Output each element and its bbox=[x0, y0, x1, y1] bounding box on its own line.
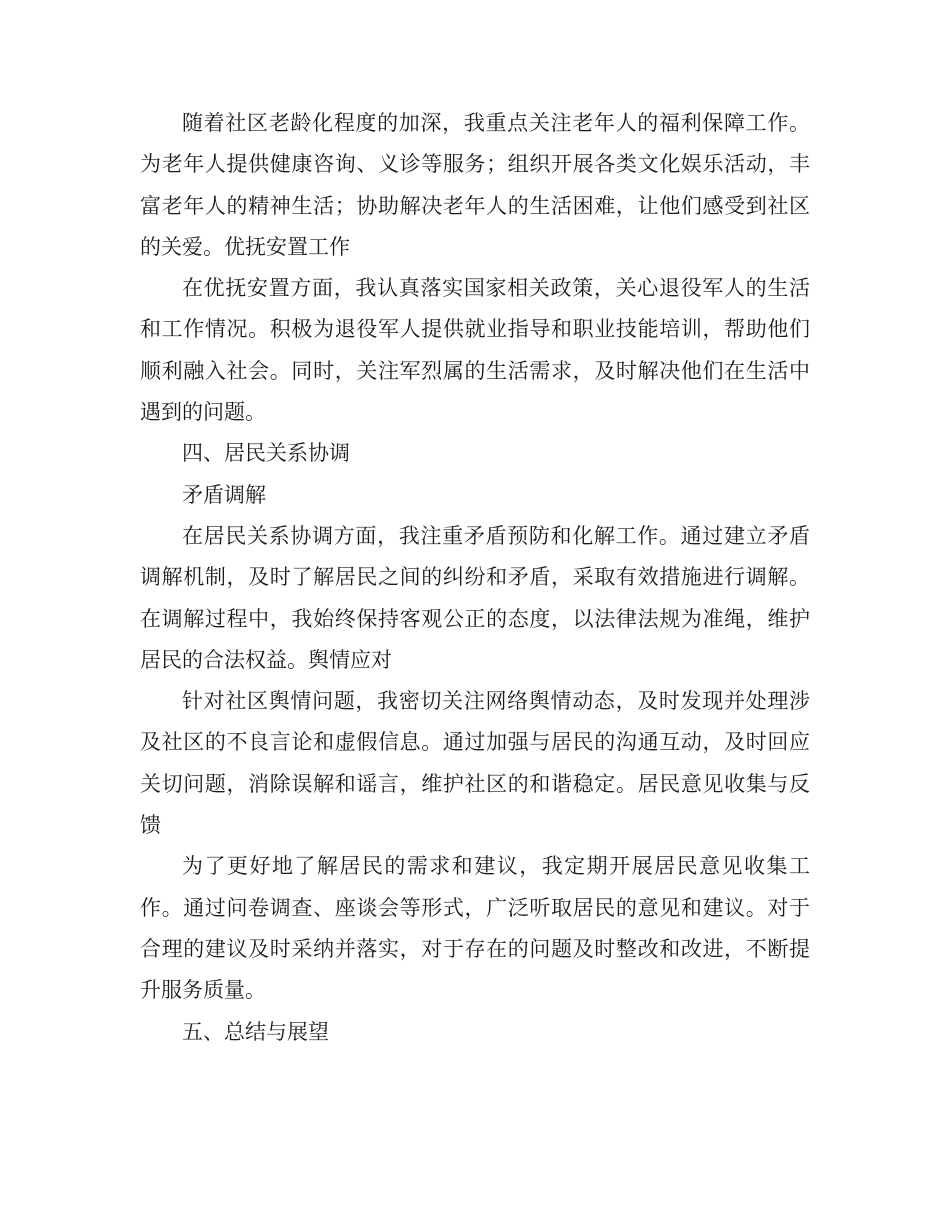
section-heading-resident-relations: 四、居民关系协调 bbox=[182, 441, 350, 466]
document-page bbox=[140, 0, 810, 1230]
paragraph-elderly-welfare: 随着社区老龄化程度的加深，我重点关注老年人的福利保障工作。为老年人提供健康咨询、义诊等服务；组织开展各类文化娱乐活动，丰富老年人的精神生活；协助解决老年人的生活困难，让他们感受到社区的关爱。优抚安置工作 bbox=[140, 111, 810, 259]
paragraph-public-opinion: 针对社区舆情问题，我密切关注网络舆情动态，及时发现并处理涉及社区的不良言论和虚假信息。通过加强与居民的沟通互动，及时回应关切问题，消除误解和谣言，维护社区的和谐稳定。居民意见收集与反馈 bbox=[140, 689, 810, 838]
subheading-conflict-mediation: 矛盾调解 bbox=[182, 482, 266, 507]
paragraph-resident-feedback: 为了更好地了解居民的需求和建议，我定期开展居民意见收集工作。通过问卷调查、座谈会等形式，广泛听取居民的意见和建议。对于合理的建议及时采纳并落实，对于存在的问题及时整改和改进，不断提升服务质量。 bbox=[140, 854, 810, 1003]
section-heading-summary: 五、总结与展望 bbox=[182, 1019, 329, 1044]
paragraph-veteran-resettlement: 在优抚安置方面，我认真落实国家相关政策，关心退役军人的生活和工作情况。积极为退役军人提供就业指导和职业技能培训，帮助他们顺利融入社会。同时，关注军烈属的生活需求，及时解决他们在生活中遇到的问题。 bbox=[140, 276, 810, 425]
paragraph-conflict-mediation: 在居民关系协调方面，我注重矛盾预防和化解工作。通过建立矛盾调解机制，及时了解居民之间的纠纷和矛盾，采取有效措施进行调解。在调解过程中，我始终保持客观公正的态度，以法律法规为准绳，维护居民的合法权益。舆情应对 bbox=[140, 523, 810, 672]
